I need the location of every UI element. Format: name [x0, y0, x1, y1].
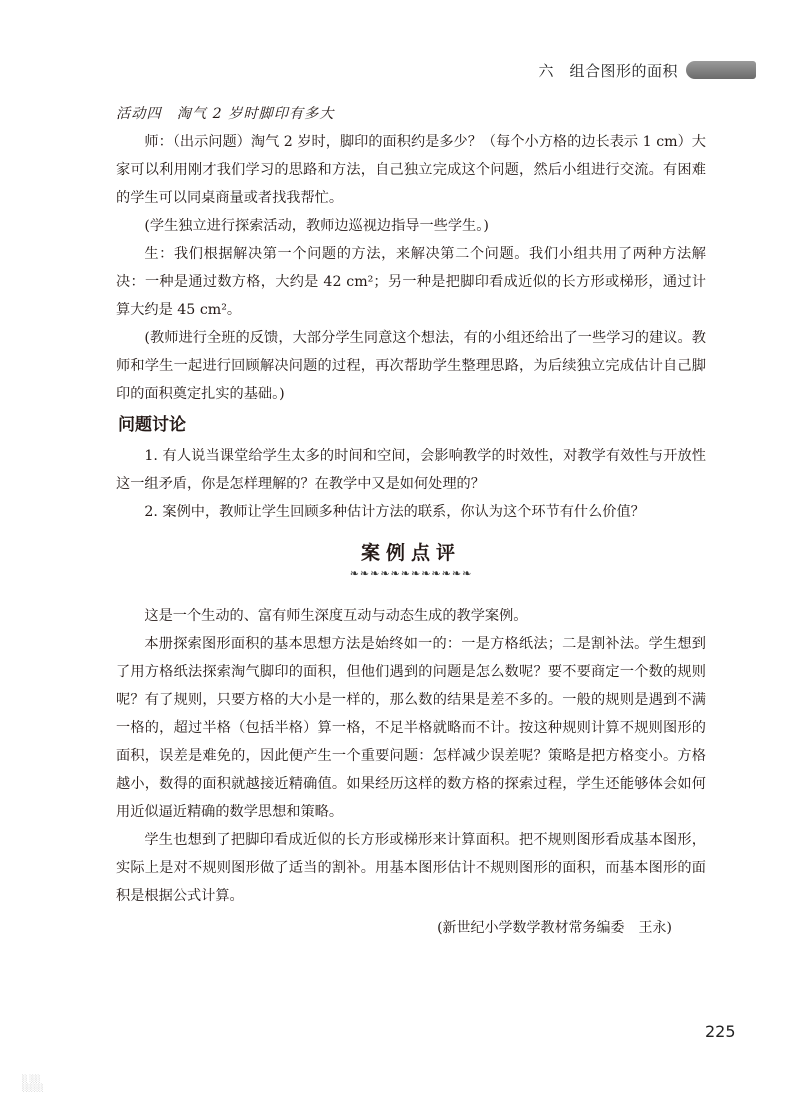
review-paragraph: 学生也想到了把脚印看成近似的长方形或梯形来计算面积。把不规则图形看成基本图形，实际上是对不规则图形做了适当的割补。用基本图形估计不规则图形的面积，而基本图形的面积是根据公式计算。 — [116, 832, 706, 904]
activity-title: 活动四 淘气 2 岁时脚印有多大 — [116, 106, 335, 122]
discussion-item: 1. 有人说当课堂给学生太多的时间和空间，会影响教学的时效性，对教学有效性与开放性这一组矛盾，你是怎样理解的？在教学中又是如何处理的？ — [116, 448, 706, 492]
ornament-divider-icon: ❧❧❧❧❧❧❧❧❧❧❧❧ — [349, 567, 473, 580]
header-tab-decoration — [686, 61, 756, 79]
activity-paragraph: 生：我们根据解决第一个问题的方法，来解决第二个问题。我们小组共用了两种方法解决：一种是通过数方格，大约是 42 cm²；另一种是把脚印看成近似的长方形或梯形，通过计算大约是 45 cm²。 — [116, 246, 706, 318]
discussion-heading: 问题讨论 — [118, 415, 186, 435]
activity-paragraph: (教师进行全班的反馈，大部分学生同意这个想法，有的小组还给出了一些学习的建议。教师和学生一起进行回顾解决问题的过程，再次帮助学生整理思路，为后续独立完成估计自己脚印的面积奠定扎实的基础。) — [116, 330, 706, 402]
chapter-title: 六 组合图形的面积 — [538, 62, 678, 80]
review-title-block — [116, 538, 706, 580]
review-paragraph: 本册探索图形面积的基本思想方法是始终如一的：一是方格纸法；二是割补法。学生想到了用方格纸法探索淘气脚印的面积，但他们遇到的问题是怎么数呢？要不要商定一个数的规则呢？有了规则，只要方格的大小是一样的，那么数的结果是差不多的。一般的规则是遇到不满一格的，超过半格（包括半格）算一格，不足半格就略而不计。按这种规则计算不规则图形的面积，误差是难免的，因此便产生一个重要问题：怎样减少误差呢？策略是把方格变小。方格越小，数得的面积就越接近精确值。如果经历这样的数方格的探索过程，学生还能够体会如何用近似逼近精确的数学思想和策略。 — [116, 636, 706, 820]
review-title: 案例点评 — [360, 542, 461, 564]
page-number: 225 — [705, 1022, 736, 1041]
review-signature: (新世纪小学数学教材常务编委 王永) — [437, 920, 672, 936]
watermark-logo-icon: ░ ░░ ░░░░ — [22, 1075, 44, 1092]
activity-paragraph: 师：（出示问题）淘气 2 岁时，脚印的面积约是多少？（每个小方格的边长表示 1 cm）大家可以利用刚才我们学习的思路和方法，自己独立完成这个问题，然后小组进行交流。有困难的学生可以同桌商量或者找我帮忙。 — [116, 134, 706, 206]
discussion-item: 2. 案例中，教师让学生回顾多种估计方法的联系，你认为这个环节有什么价值？ — [144, 504, 645, 520]
review-paragraph: 这是一个生动的、富有师生深度互动与动态生成的教学案例。 — [144, 608, 528, 624]
running-header — [0, 56, 800, 86]
activity-paragraph: (学生独立进行探索活动，教师边巡视边指导一些学生。) — [144, 218, 489, 234]
page-body — [116, 100, 706, 942]
